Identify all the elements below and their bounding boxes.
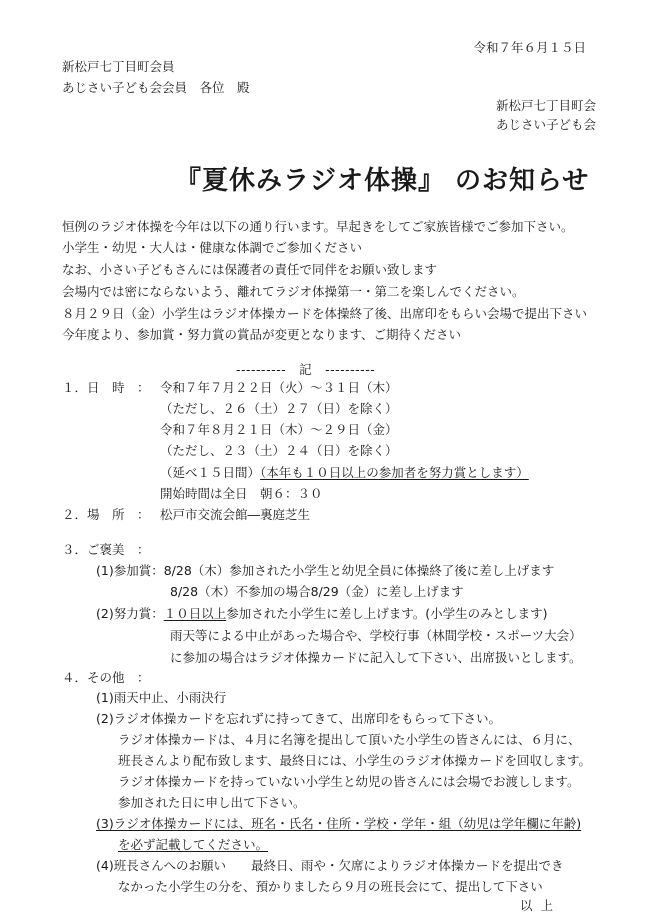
other-item-2: (2)ラジオ体操カードを忘れずに持ってきて、出席印をもらって下さい。 [96, 711, 501, 726]
datetime-line: （ただし、２６（土）２７（日）を除く） [160, 401, 398, 416]
total-days: （延べ１５日間） [160, 465, 261, 480]
ki-separator: ---------- 記 ---------- [236, 362, 376, 377]
intro-line: 恒例のラジオ体操を今年は以下の通り行います。早起きをしてご家族皆様でご参加下さい。 [62, 219, 574, 234]
other-item-1: (1)雨天中止、小雨決行 [96, 690, 227, 705]
reward-effort-line-2: 雨天等による中止があった場合や、学校行事（林間学校・スポーツ大会） [170, 628, 582, 643]
recipient-line-1: 新松戸七丁目町会員 [62, 59, 175, 74]
intro-line: なお、小さい子どもさんには保護者の責任で同伴をお願い致します [62, 262, 438, 277]
other-item-4-line-2: なかった小学生の分を、預かりましたら９月の班長会にて、提出して下さい [118, 879, 543, 894]
other-item-3-line-2: を必ず記載してください。 [118, 837, 269, 852]
issue-date: 令和７年６月１５日 [473, 40, 586, 55]
section-datetime-label: １．日 時 ： [62, 380, 150, 395]
datetime-total [160, 465, 529, 480]
reward-participation-line-2: 8/28（木）不参加の場合8/29（金）に差し上げます [170, 584, 464, 599]
effort-award-note: （本年も１０日以上の参加者を努力賞とします） [260, 465, 529, 480]
intro-line: 会場内では密にならないよう、離れてラジオ体操第一・第二を楽しんでください。 [62, 284, 525, 299]
intro-line: 小学生・幼児・大人は・健康な体調でご参加ください [62, 240, 363, 255]
section-venue-label: ２．場 所 ： [62, 507, 150, 522]
datetime-line: （ただし、２３（土）２４（日）を除く） [160, 443, 398, 458]
reward-effort-rest: 参加された小学生に差し上げます。(小学生のみとします) [226, 606, 548, 621]
reward-effort-prefix: (2)努力賞： [96, 606, 164, 621]
section-reward-label: ３．ご褒美 ： [62, 542, 150, 557]
recipient-line-2: あじさい子ども会会員 各位 殿 [62, 80, 250, 95]
closing-mark: 以上 [520, 898, 562, 913]
section-other-label: ４．その他 ： [62, 670, 150, 685]
reward-participation: (1)参加賞：8/28（木）参加された小学生と幼児全員に体操終了後に差し上げます [96, 563, 555, 578]
reward-effort [96, 606, 548, 621]
datetime-line: 令和７年８月２１日（木）～２９日（金） [160, 422, 398, 437]
venue-value: 松戸市交流会館―裏庭芝生 [160, 507, 311, 522]
intro-line: ８月２９日（金）小学生はラジオ体操カードを体操終了後、出席印をもらい会場で提出下さい [62, 306, 588, 321]
other-item-2-body: ラジオ体操カードを持っていない小学生と幼児の皆さんには会場でお渡しします。 [118, 774, 580, 789]
datetime-line: 令和７年７月２２日（火）～３１日（木） [160, 380, 398, 395]
reward-effort-line-3: に参加の場合はラジオ体操カードに記入して下さい、出席扱いとします。 [170, 650, 582, 665]
other-item-2-body: 班長さんより配布致します、最終日には、小学生のラジオ体操カードを回収します。 [118, 753, 592, 768]
sender-line-1: 新松戸七丁目町会 [495, 98, 596, 113]
other-item-2-body: ラジオ体操カードは、４月に名簿を提出して頂いた小学生の皆さんには、６月に、 [118, 732, 581, 747]
start-time: 開始時間は全日 朝６：３０ [160, 486, 323, 501]
sender-line-2: あじさい子ども会 [495, 117, 596, 132]
intro-line: 今年度より、参加賞・努力賞の賞品が変更となります、ご期待ください [62, 327, 462, 342]
reward-effort-threshold: １０日以上 [163, 606, 227, 621]
other-item-4: (4)班長さんへのお願い 最終日、雨や・欠席によりラジオ体操カードを提出でき [96, 858, 564, 873]
other-item-2-body: 参加された日に申し出て下さい。 [118, 795, 306, 810]
document-title: 『夏休みラジオ体操』 のお知らせ [175, 166, 590, 196]
other-item-3: (3)ラジオ体操カードには、班名・氏名・住所・学校・学年・組（幼児は学年欄に年齢) [96, 816, 582, 831]
